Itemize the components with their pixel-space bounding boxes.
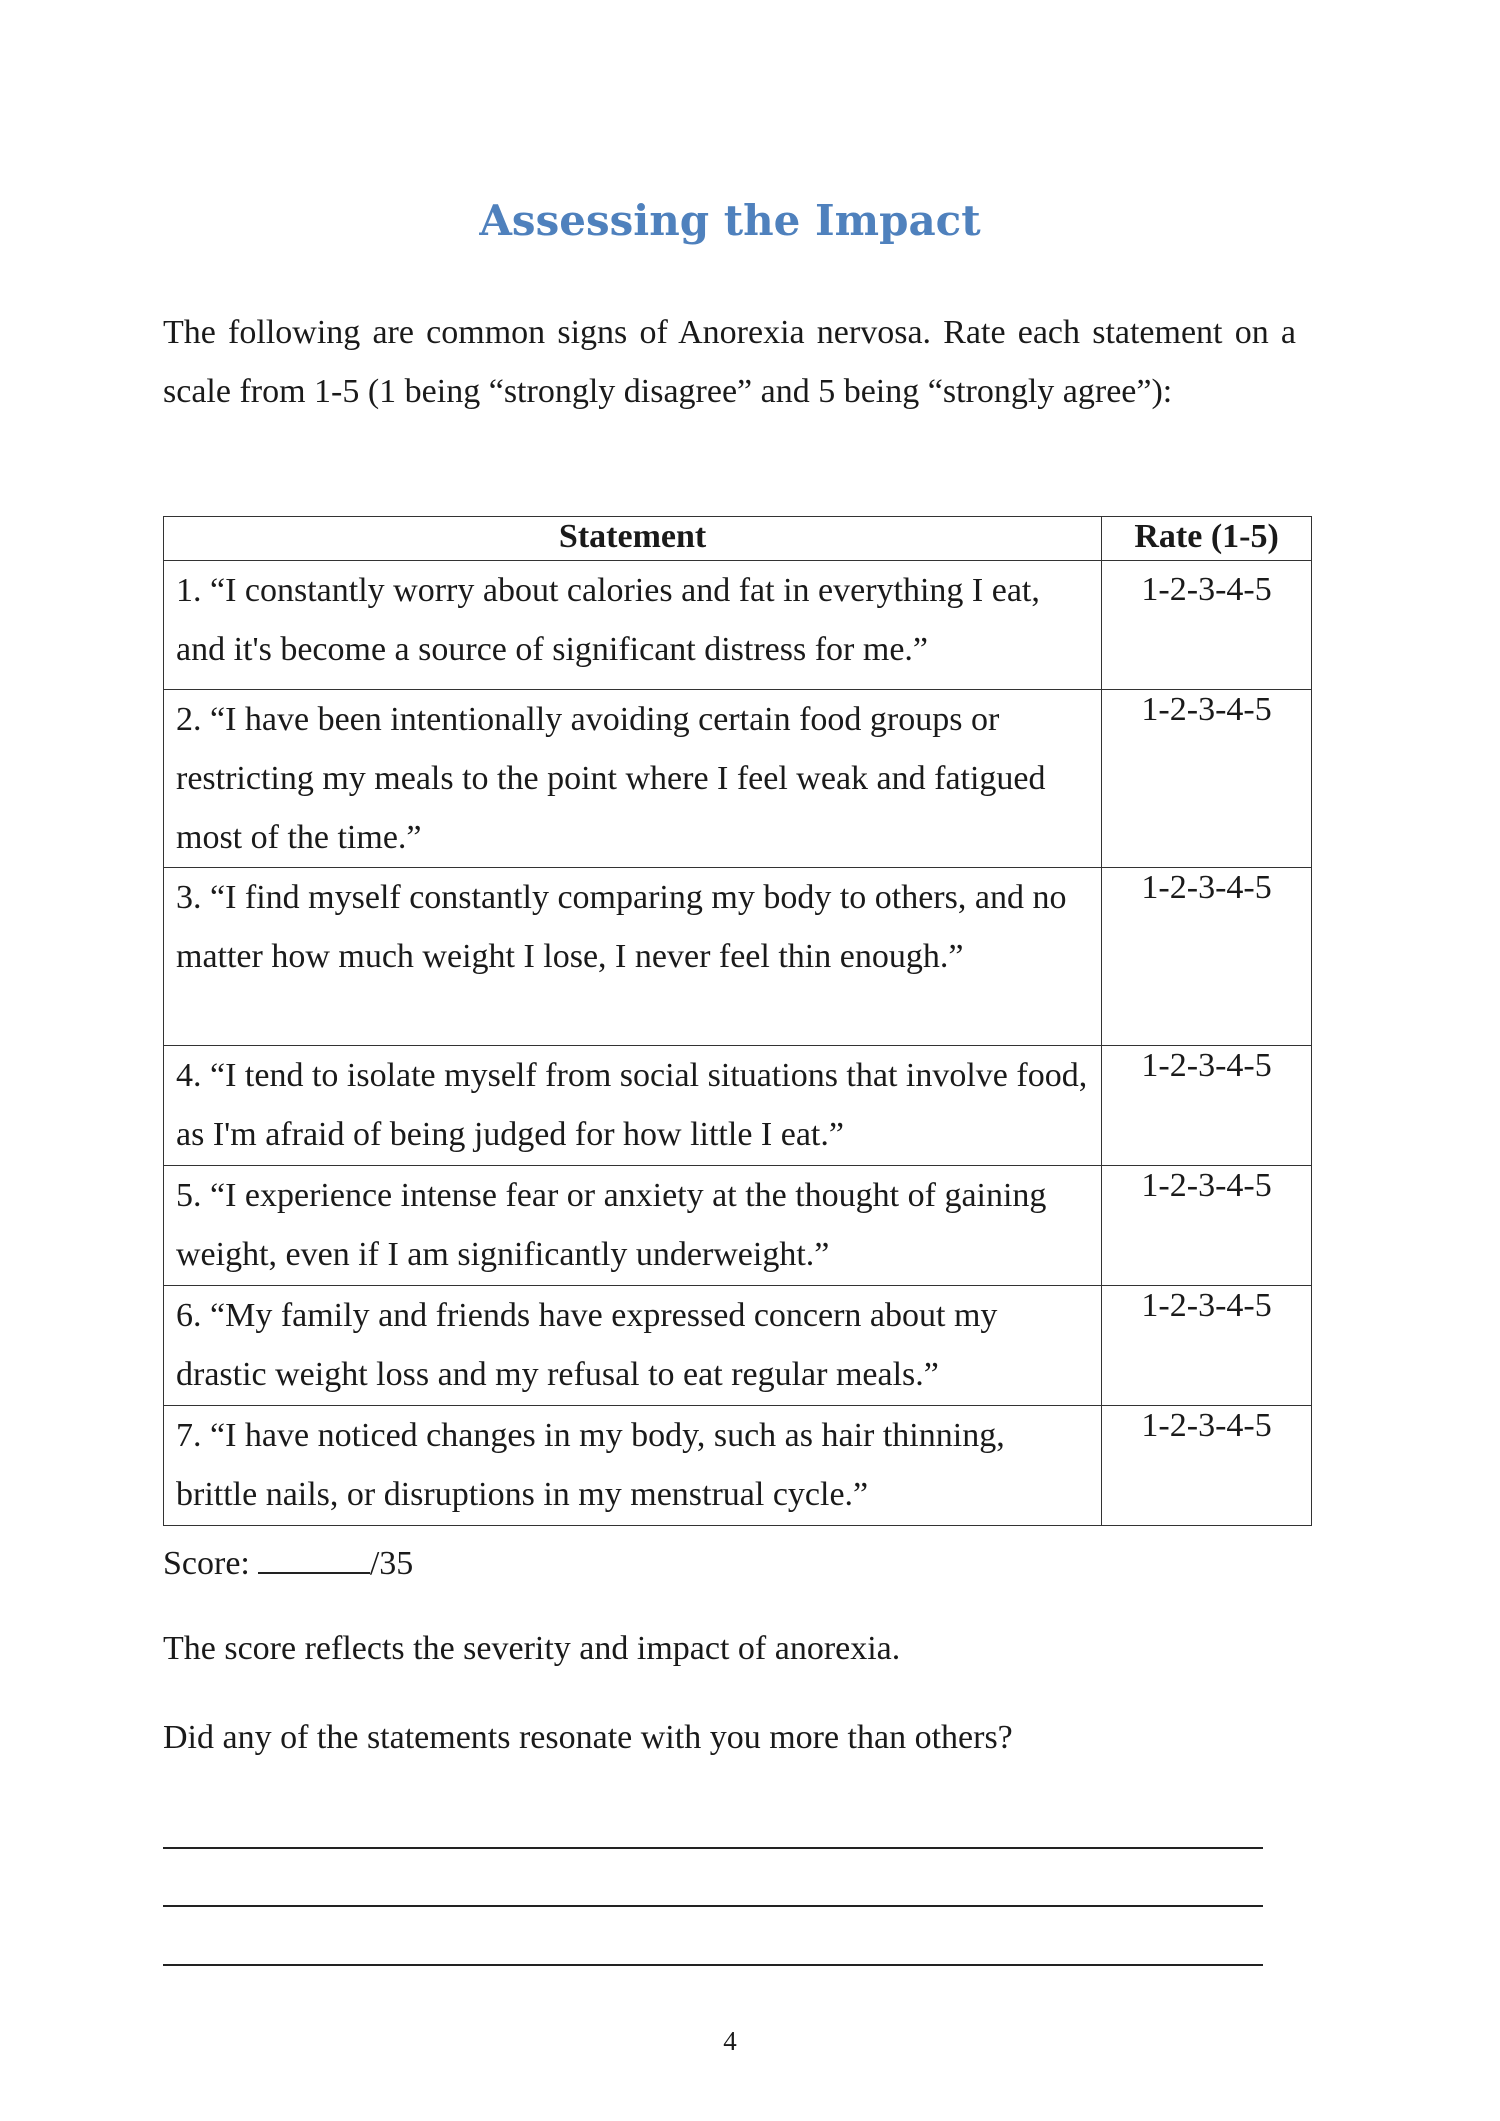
answer-line[interactable] [163,1847,1263,1849]
table-row [164,1406,1312,1526]
table-row [164,1286,1312,1406]
intro-paragraph: The following are common signs of Anorexia nervosa. Rate each statement on a scale from 1-5 (1 being “strongly disagree” and 5 being “strongly agree”): [163,314,1296,410]
rating-cell[interactable]: 1-2-3-4-5 [1102,1286,1312,1406]
page-title: Assessing the Impact [479,196,981,245]
rating-cell[interactable]: 1-2-3-4-5 [1102,1166,1312,1286]
table-header-row [164,517,1312,561]
page-number: 4 [723,2026,737,2056]
table-row [164,561,1312,690]
rating-cell[interactable]: 1-2-3-4-5 [1102,1046,1312,1166]
statement-cell: 4. “I tend to isolate myself from social situations that involve food, as I'm afraid of being judged for how little I eat.” [164,1046,1102,1166]
score-total: /35 [369,1545,414,1582]
score-line [163,1542,413,1583]
rate-column-header: Rate (1-5) [1102,517,1312,561]
rating-cell[interactable]: 1-2-3-4-5 [1102,1406,1312,1526]
rating-cell[interactable]: 1-2-3-4-5 [1102,868,1312,1046]
reflection-question: Did any of the statements resonate with you more than others? [163,1719,1013,1756]
statement-cell: 2. “I have been intentionally avoiding certain food groups or restricting my meals to the point where I feel weak and fatigued most of the time.” [164,690,1102,868]
rating-cell[interactable]: 1-2-3-4-5 [1102,690,1312,868]
statement-column-header: Statement [164,517,1102,561]
rating-cell[interactable]: 1-2-3-4-5 [1102,561,1312,690]
statement-cell: 5. “I experience intense fear or anxiety at the thought of gaining weight, even if I am significantly underweight.” [164,1166,1102,1286]
score-blank[interactable] [258,1542,370,1574]
table-row [164,1046,1312,1166]
statement-cell: 7. “I have noticed changes in my body, such as hair thinning, brittle nails, or disruptions in my menstrual cycle.” [164,1406,1102,1526]
table-row [164,690,1312,868]
answer-line[interactable] [163,1964,1263,1966]
score-note: The score reflects the severity and impact of anorexia. [163,1630,901,1667]
statement-cell: 6. “My family and friends have expressed concern about my drastic weight loss and my refusal to eat regular meals.” [164,1286,1102,1406]
statements-table [163,516,1312,1526]
table-row [164,868,1312,1046]
table-row [164,1166,1312,1286]
statement-cell: 1. “I constantly worry about calories and fat in everything I eat, and it's become a source of significant distress for me.” [164,561,1102,690]
score-label: Score: [163,1545,250,1582]
answer-line[interactable] [163,1905,1263,1907]
statement-cell: 3. “I find myself constantly comparing my body to others, and no matter how much weight I lose, I never feel thin enough.” [164,868,1102,1046]
